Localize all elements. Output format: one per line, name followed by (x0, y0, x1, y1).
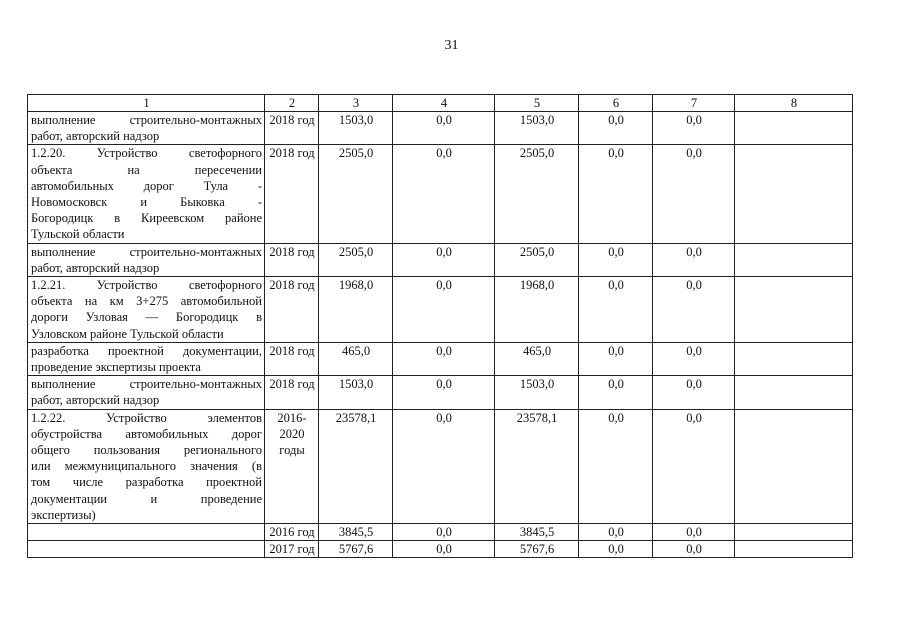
value-cell-c5: 2505,0 (495, 145, 579, 243)
value-cell-c8 (735, 243, 853, 276)
description-line: дороги Узловая — Богородицк в (31, 310, 262, 325)
value-cell-c8 (735, 376, 853, 409)
value-cell-c4: 0,0 (393, 243, 495, 276)
value-cell-c5: 23578,1 (495, 409, 579, 523)
description-cell (28, 277, 265, 343)
value-cell-c6: 0,0 (579, 145, 653, 243)
value-cell-c5: 1503,0 (495, 376, 579, 409)
description-line: или межмуниципального значения (в (31, 459, 262, 474)
period-cell: 2016 год (265, 524, 319, 541)
description-cell (28, 524, 265, 541)
page-number: 31 (444, 38, 459, 53)
value-cell-c7: 0,0 (653, 112, 735, 145)
value-cell-c5: 3845,5 (495, 524, 579, 541)
value-cell-c3: 1968,0 (319, 277, 393, 343)
value-cell-c4: 0,0 (393, 342, 495, 375)
description-line: общего пользования регионального (31, 443, 262, 458)
value-cell-c7: 0,0 (653, 145, 735, 243)
value-cell-c3: 1503,0 (319, 112, 393, 145)
table-row (28, 541, 853, 558)
value-cell-c6: 0,0 (579, 277, 653, 343)
value-cell-c4: 0,0 (393, 409, 495, 523)
budget-table (27, 94, 853, 558)
table-row (28, 243, 853, 276)
description-line: 1.2.20. Устройство светофорного (31, 146, 262, 161)
description-line: объекта на пересечении (31, 162, 262, 177)
value-cell-c7: 0,0 (653, 376, 735, 409)
value-cell-c7: 0,0 (653, 342, 735, 375)
value-cell-c7: 0,0 (653, 524, 735, 541)
description-cell (28, 541, 265, 558)
value-cell-c7: 0,0 (653, 409, 735, 523)
description-line: работ, авторский надзор (31, 129, 160, 144)
period-cell: 2018 год (265, 112, 319, 145)
period-cell: 2018 год (265, 243, 319, 276)
value-cell-c8 (735, 342, 853, 375)
description-line: том числе разработка проектной (31, 475, 262, 490)
value-cell-c6: 0,0 (579, 524, 653, 541)
period-cell: 2018 год (265, 376, 319, 409)
description-cell (28, 342, 265, 375)
value-cell-c6: 0,0 (579, 409, 653, 523)
description-cell (28, 145, 265, 243)
table-row (28, 277, 853, 343)
period-cell: 2016- 2020 годы (265, 409, 319, 523)
value-cell-c6: 0,0 (579, 342, 653, 375)
description-line: проведение экспертизы проекта (31, 360, 201, 375)
period-cell: 2017 год (265, 541, 319, 558)
value-cell-c8 (735, 112, 853, 145)
table-row (28, 376, 853, 409)
value-cell-c3: 1503,0 (319, 376, 393, 409)
description-line: автомобильных дорог Тула - (31, 178, 262, 193)
period-cell: 2018 год (265, 145, 319, 243)
header-row (28, 95, 853, 112)
description-line: Узловском районе Тульской области (31, 326, 224, 341)
value-cell-c6: 0,0 (579, 243, 653, 276)
value-cell-c4: 0,0 (393, 376, 495, 409)
value-cell-c8 (735, 524, 853, 541)
description-line: Новомосковск и Быковка - (31, 195, 262, 210)
value-cell-c3: 5767,6 (319, 541, 393, 558)
description-line: обустройства автомобильных дорог (31, 426, 262, 441)
description-cell (28, 376, 265, 409)
description-line: разработка проектной документации, (31, 343, 262, 358)
value-cell-c5: 2505,0 (495, 243, 579, 276)
description-line: Богородицк в Киреевском районе (31, 211, 262, 226)
value-cell-c5: 1968,0 (495, 277, 579, 343)
description-line: объекта на км 3+275 автомобильной (31, 294, 262, 309)
table-row (28, 524, 853, 541)
value-cell-c7: 0,0 (653, 243, 735, 276)
value-cell-c4: 0,0 (393, 112, 495, 145)
value-cell-c3: 2505,0 (319, 243, 393, 276)
description-line: выполнение строительно-монтажных (31, 244, 262, 259)
header-cell-8: 8 (735, 95, 853, 112)
value-cell-c5: 5767,6 (495, 541, 579, 558)
description-line: документации и проведение (31, 491, 262, 506)
header-cell-6: 6 (579, 95, 653, 112)
table-body (28, 95, 853, 558)
period-cell: 2018 год (265, 277, 319, 343)
value-cell-c5: 1503,0 (495, 112, 579, 145)
value-cell-c4: 0,0 (393, 277, 495, 343)
value-cell-c7: 0,0 (653, 277, 735, 343)
value-cell-c3: 23578,1 (319, 409, 393, 523)
value-cell-c3: 2505,0 (319, 145, 393, 243)
value-cell-c3: 3845,5 (319, 524, 393, 541)
description-line: 1.2.22. Устройство элементов (31, 410, 262, 425)
value-cell-c8 (735, 145, 853, 243)
description-line: экспертизы) (31, 507, 96, 522)
description-line: работ, авторский надзор (31, 260, 160, 275)
value-cell-c4: 0,0 (393, 145, 495, 243)
value-cell-c7: 0,0 (653, 541, 735, 558)
value-cell-c8 (735, 541, 853, 558)
value-cell-c8 (735, 409, 853, 523)
table-row (28, 342, 853, 375)
description-line: выполнение строительно-монтажных (31, 377, 262, 392)
value-cell-c6: 0,0 (579, 112, 653, 145)
description-cell (28, 409, 265, 523)
value-cell-c6: 0,0 (579, 376, 653, 409)
header-cell-5: 5 (495, 95, 579, 112)
header-cell-2: 2 (265, 95, 319, 112)
description-cell (28, 243, 265, 276)
value-cell-c4: 0,0 (393, 541, 495, 558)
header-cell-4: 4 (393, 95, 495, 112)
value-cell-c5: 465,0 (495, 342, 579, 375)
description-cell (28, 112, 265, 145)
description-line: выполнение строительно-монтажных (31, 113, 262, 127)
table-row (28, 112, 853, 145)
description-line: 1.2.21. Устройство светофорного (31, 278, 262, 293)
value-cell-c6: 0,0 (579, 541, 653, 558)
table-row (28, 409, 853, 523)
header-cell-1: 1 (28, 95, 265, 112)
description-line: работ, авторский надзор (31, 393, 160, 408)
value-cell-c4: 0,0 (393, 524, 495, 541)
header-cell-3: 3 (319, 95, 393, 112)
description-line: Тульской области (31, 227, 125, 242)
value-cell-c8 (735, 277, 853, 343)
header-cell-7: 7 (653, 95, 735, 112)
period-cell: 2018 год (265, 342, 319, 375)
table-row (28, 145, 853, 243)
value-cell-c3: 465,0 (319, 342, 393, 375)
